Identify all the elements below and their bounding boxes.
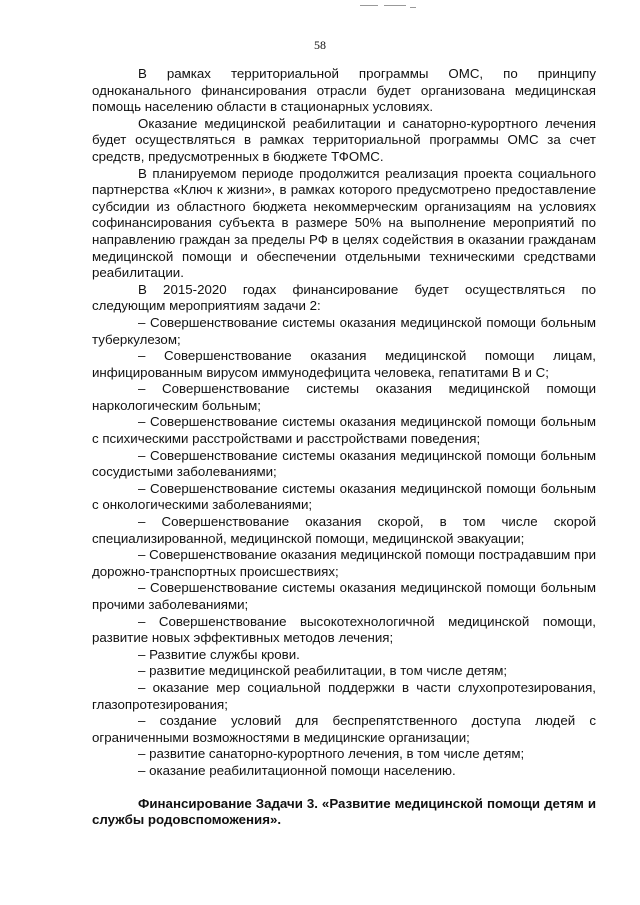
list-item: – Совершенствование системы оказания медицинской помощи больным сосудистыми заболеваниями; [92, 447, 596, 480]
list-item: – Совершенствование системы оказания медицинской помощи больным туберкулезом; [92, 314, 596, 347]
list-item: – развитие медицинской реабилитации, в том числе детям; [138, 663, 508, 679]
list-item: – Совершенствование высокотехнологичной медицинской помощи, развитие новых эффективных методов лечения; [92, 613, 596, 646]
list-item: – Совершенствование системы оказания медицинской помощи больным с онкологическими заболеваниями; [92, 480, 596, 513]
paragraph: В планируемом периоде продолжится реализация проекта социального партнерства «Ключ к жизни», в рамках которого предусмотрено предоставление субсидии из областного бюджета некоммерческим организациям на условиях софинансирования субъекта в размере 50% на выполнение мероприятий по направлению граждан за пределы РФ в целях содействия в оказании гражданам медицинской помощи и обеспечении отдельными техническими средствами реабилитации. [92, 165, 596, 281]
paragraph: Оказание медицинской реабилитации и санаторно-курортного лечения будет осуществляться в рамках территориальной программы ОМС за счет средств, предусмотренных в бюджете ТФОМС. [92, 115, 596, 164]
list-item: – развитие санаторно-курортного лечения, в том числе детям; [138, 746, 525, 762]
list-item: – Развитие службы крови. [138, 646, 300, 662]
document-body [92, 66, 596, 829]
list-item: – Совершенствование системы оказания медицинской помощи больным прочими заболеваниями; [92, 580, 596, 612]
list-item: – Совершенствование системы оказания медицинской помощи наркологическим больным; [92, 381, 596, 413]
list-item: – создание условий для беспрепятственного доступа людей с ограниченными возможностями в медицинские организации; [92, 713, 596, 745]
paragraph: В рамках территориальной программы ОМС, по принципу одноканального финансирования отрасли будет организована медицинская помощь населению области в стационарных условиях. [92, 66, 596, 115]
section-heading: Финансирование Задачи 3. «Развитие медицинской помощи детям и службы родовспоможения». [92, 795, 596, 828]
page-number: 58 [314, 38, 326, 52]
list-item: – Совершенствование оказания медицинской помощи лицам, инфицированным вирусом иммунодефицита человека, гепатитами В и С; [92, 348, 596, 380]
paragraph: В 2015-2020 годах финансирование будет осуществляться по следующим мероприятиям задачи 2: [92, 281, 596, 314]
list-item: – Совершенствование оказания медицинской помощи пострадавшим при дорожно-транспортных происшествиях; [92, 547, 596, 579]
list-item: – Совершенствование системы оказания медицинской помощи больным с психическими расстройствами и расстройствами поведения; [92, 414, 596, 447]
list-item: – оказание реабилитационной помощи населению. [138, 762, 456, 778]
scan-marks [360, 2, 440, 10]
list-item: – оказание мер социальной поддержки в части слухопротезирования, глазопротезирования; [92, 679, 596, 712]
list-item: – Совершенствование оказания скорой, в том числе скорой специализированной, медицинской помощи, медицинской эвакуации; [92, 514, 596, 546]
